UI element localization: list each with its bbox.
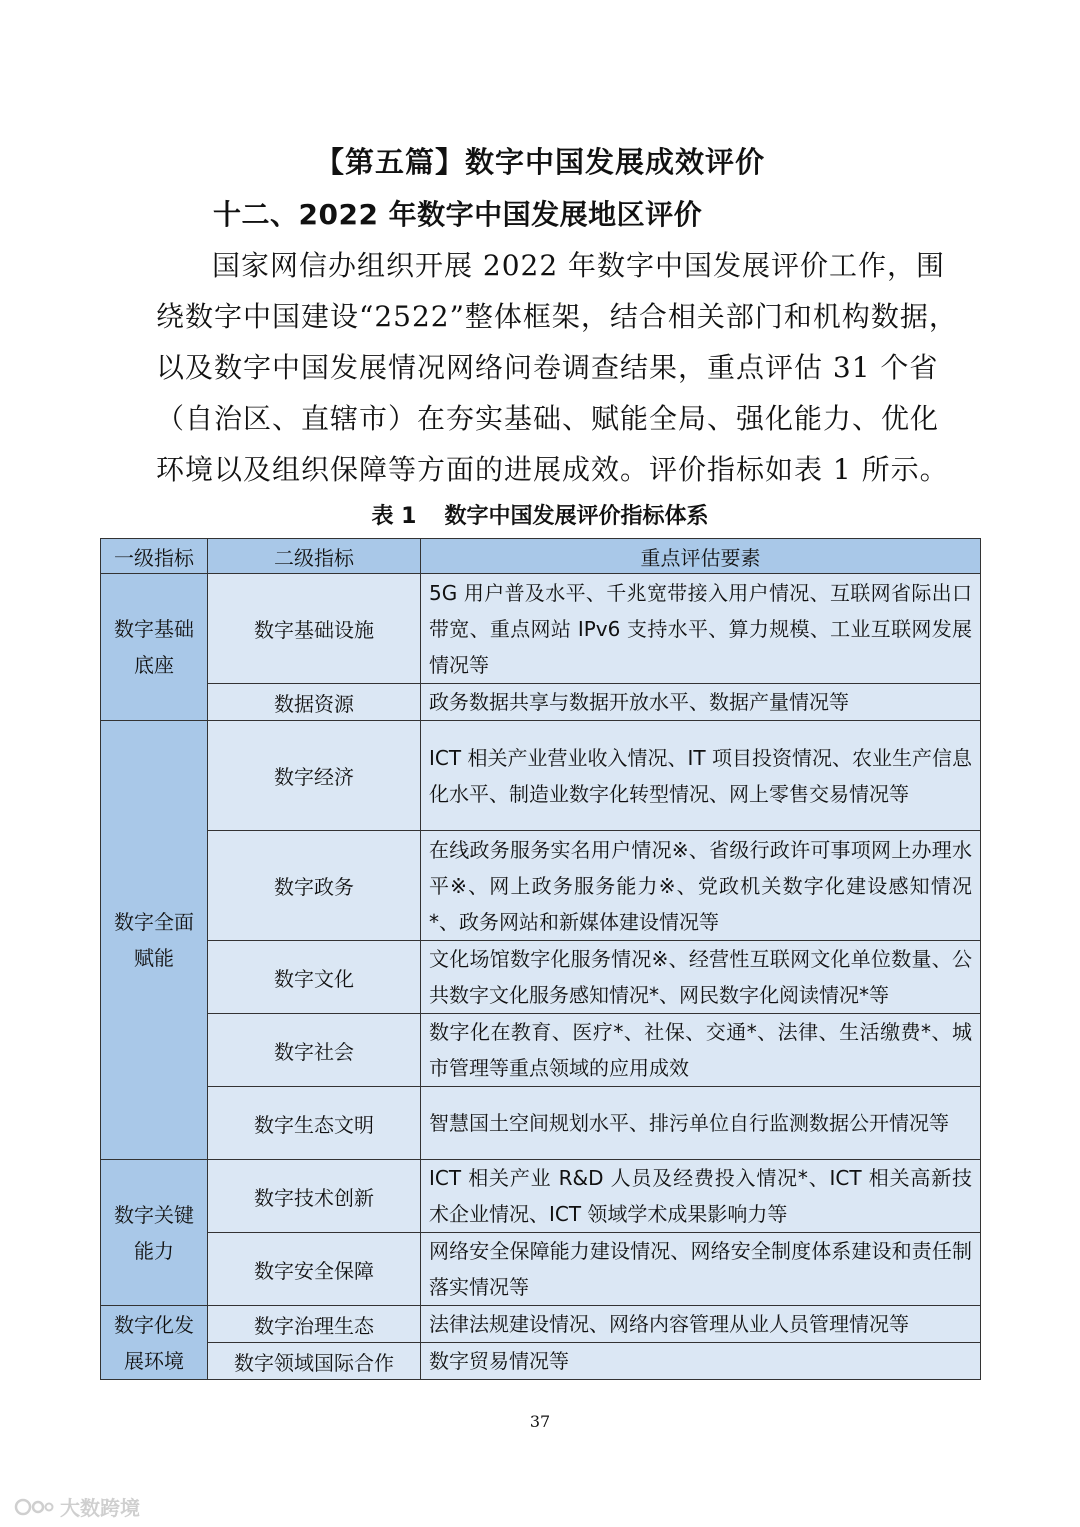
level2-cell: 数字经济 [208,721,421,831]
watermark [14,1492,140,1521]
table-row [101,1233,981,1306]
detail-cell: 数字贸易情况等 [421,1343,981,1380]
level2-cell: 数字治理生态 [208,1306,421,1343]
paragraph-line: 环境以及组织保障等方面的进展成效。评价指标如表 1 所示。 [156,453,949,486]
level2-cell: 数字文化 [208,941,421,1014]
level2-cell: 数字政务 [208,831,421,941]
detail-cell: 政务数据共享与数据开放水平、数据产量情况等 [421,684,981,721]
page-title: 【第五篇】数字中国发展成效评价 [314,145,765,179]
level1-cell: 数字化发展环境 [101,1306,208,1380]
level2-cell: 数据资源 [208,684,421,721]
detail-cell: 数字化在教育、医疗*、社保、交通*、法律、生活缴费*、城市管理等重点领域的应用成效 [421,1014,981,1087]
detail-cell: 文化场馆数字化服务情况※、经营性互联网文化单位数量、公共数字文化服务感知情况*、网民数字化阅读情况*等 [421,941,981,1014]
level1-cell: 数字关键能力 [101,1160,208,1306]
table-row [101,1014,981,1087]
detail-cell: 在线政务服务实名用户情况※、省级行政许可事项网上办理水平※、网上政务服务能力※、党政机关数字化建设感知情况*、政务网站和新媒体建设情况等 [421,831,981,941]
table-caption [0,499,1080,530]
header-level2: 二级指标 [208,539,421,574]
detail-cell: 智慧国土空间规划水平、排污单位自行监测数据公开情况等 [421,1087,981,1160]
table-row [101,1306,981,1343]
level2-cell: 数字生态文明 [208,1087,421,1160]
level2-cell: 数字社会 [208,1014,421,1087]
paragraph-line: （自治区、直辖市）在夯实基础、赋能全局、强化能力、优化 [156,402,940,435]
detail-cell: 法律法规建设情况、网络内容管理从业人员管理情况等 [421,1306,981,1343]
header-level1: 一级指标 [101,539,208,574]
table-row [101,941,981,1014]
table-row [101,1343,981,1380]
watermark-logo-icon [14,1496,54,1518]
body-paragraph [156,240,958,495]
level2-cell: 数字基础设施 [208,574,421,684]
table-row [101,831,981,941]
table-row [101,684,981,721]
detail-cell: 网络安全保障能力建设情况、网络安全制度体系建设和责任制落实情况等 [421,1233,981,1306]
table-row [101,574,981,684]
table-caption-title: 数字中国发展评价指标体系 [444,504,709,529]
level2-cell: 数字领域国际合作 [208,1343,421,1380]
detail-cell: ICT 相关产业 R&D 人员及经费投入情况*、ICT 相关高新技术企业情况、ICT 领域学术成果影响力等 [421,1160,981,1233]
paragraph-line: 绕数字中国建设“2522”整体框架，结合相关部门和机构数据， [156,300,958,333]
table-header-row [101,539,981,574]
page-number: 37 [529,1412,551,1431]
table-row [101,1087,981,1160]
level2-cell: 数字技术创新 [208,1160,421,1233]
level1-cell: 数字基础底座 [101,574,208,721]
table-row [101,721,981,831]
table-row [101,1160,981,1233]
detail-cell: ICT 相关产业营业收入情况、IT 项目投资情况、农业生产信息化水平、制造业数字化转型情况、网上零售交易情况等 [421,721,981,831]
index-table [100,538,981,1380]
header-detail: 重点评估要素 [421,539,981,574]
paragraph-line: 以及数字中国发展情况网络问卷调查结果，重点评估 31 个省 [156,351,939,384]
watermark-text: 大数跨境 [60,1496,140,1520]
section-heading: 十二、2022 年数字中国发展地区评价 [213,198,703,231]
detail-cell: 5G 用户普及水平、千兆宽带接入用户情况、互联网省际出口带宽、重点网站 IPv6 支持水平、算力规模、工业互联网发展情况等 [421,574,981,684]
level2-cell: 数字安全保障 [208,1233,421,1306]
paragraph-line: 国家网信办组织开展 2022 年数字中国发展评价工作，围 [212,249,946,282]
level1-cell: 数字全面赋能 [101,721,208,1160]
table-caption-number: 表 1 [371,504,417,529]
